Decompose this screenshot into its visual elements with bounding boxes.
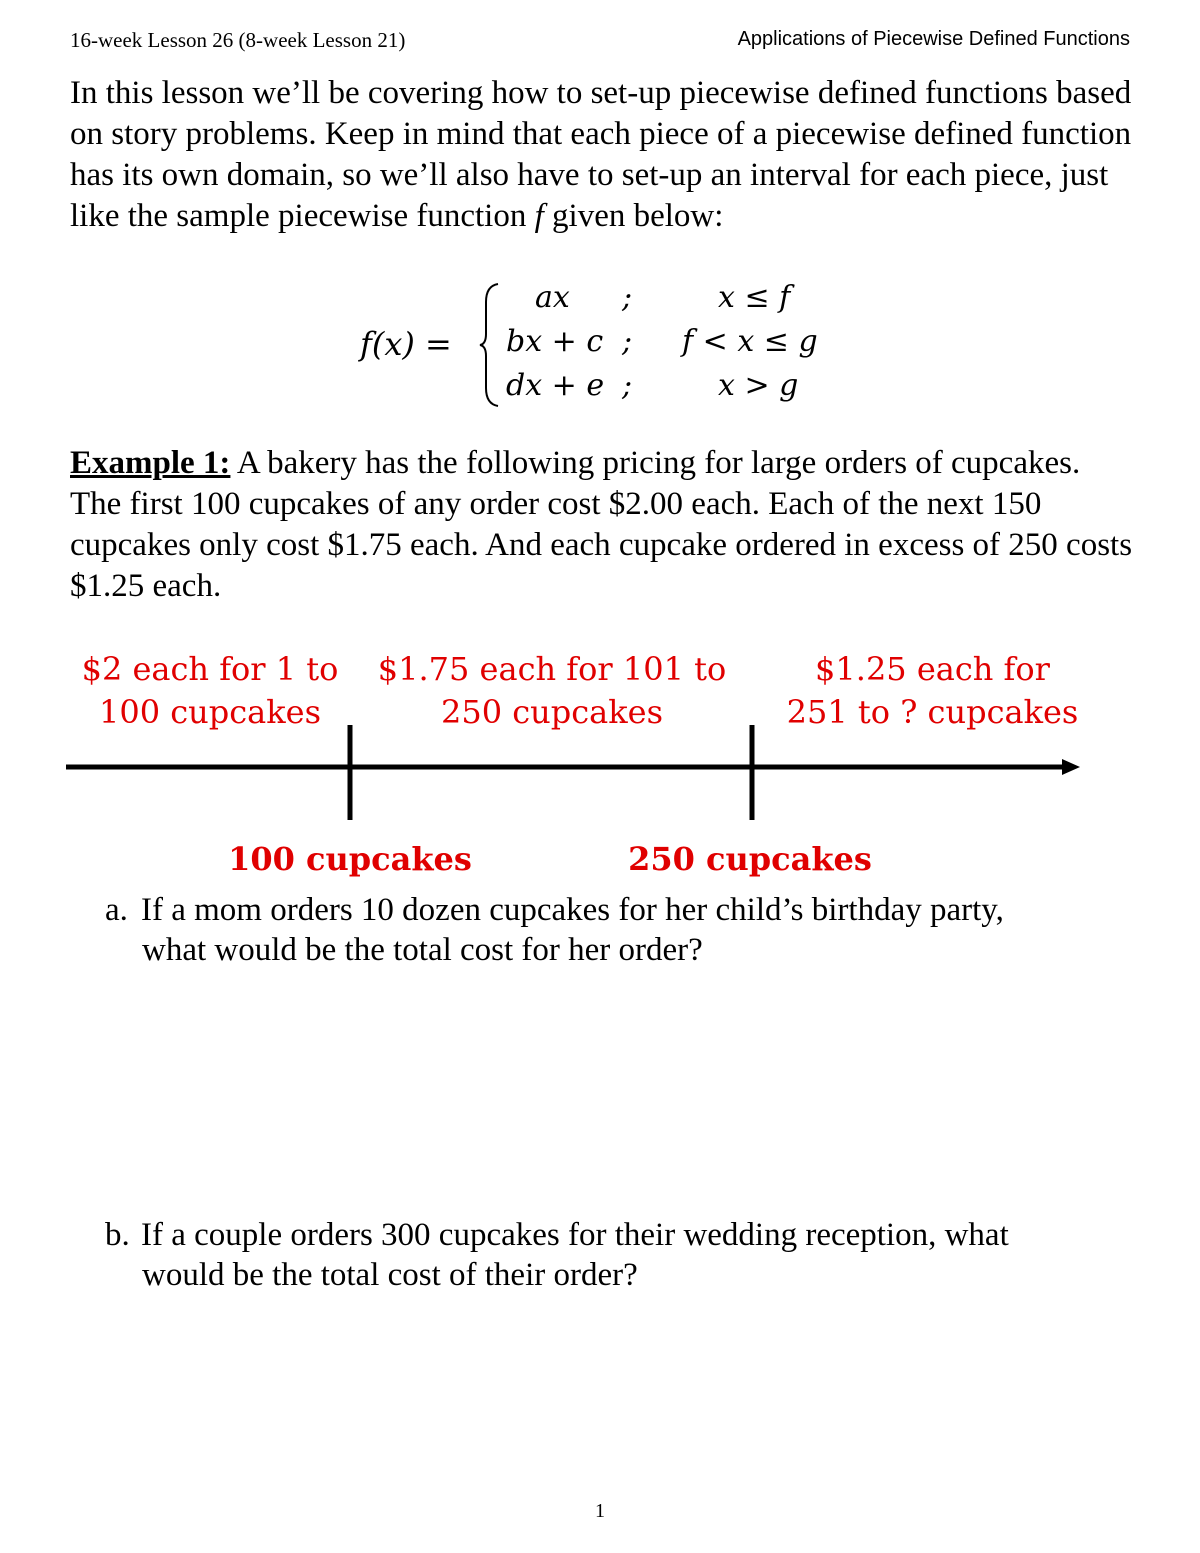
row3-sep: ; xyxy=(622,368,633,403)
arrowhead-icon xyxy=(1062,759,1080,775)
question-a xyxy=(105,890,1135,970)
question-a-line1: If a mom orders 10 dozen cupcakes for her child’s birthday party, xyxy=(141,892,1004,928)
row2-cond: f < x ≤ g xyxy=(682,324,818,359)
intro-paragraph xyxy=(70,73,1135,237)
question-b-line1: If a couple orders 300 cupcakes for their wedding reception, what xyxy=(141,1217,1009,1253)
segment-3-line1: $1.25 each for xyxy=(815,650,1050,688)
question-b-line2: would be the total cost of their order? xyxy=(142,1257,638,1293)
example-text: A bakery has the following pricing for large orders of cupcakes. The first 100 cupcakes of any order cost $2.00 each. Each of the next 150 cupcakes only cost $1.75 each. And each cupcake ordered in excess of 250 costs $1.25 each. xyxy=(70,445,1133,604)
row3-cond: x > g xyxy=(718,368,799,403)
row1-cond: x ≤ f xyxy=(718,280,791,315)
question-b-letter: b. xyxy=(105,1217,130,1253)
header-left: 16-week Lesson 26 (8-week Lesson 21) xyxy=(70,28,406,52)
number-line xyxy=(0,715,1200,825)
piecewise-formula xyxy=(360,280,880,410)
row2-expr: bx + c xyxy=(506,324,604,359)
row1-expr: ax xyxy=(535,280,570,315)
segment-2-line2: 250 cupcakes xyxy=(440,693,663,731)
example-paragraph xyxy=(70,443,1135,607)
formula-lhs: f(x) = xyxy=(360,325,452,363)
question-b xyxy=(105,1215,1135,1295)
segment-2-line1: $1.75 each for 101 to xyxy=(377,650,727,688)
left-brace-icon xyxy=(478,282,500,408)
segment-1-line1: $2 each for 1 to xyxy=(81,650,339,688)
header-right: Applications of Piecewise Defined Functions xyxy=(737,28,1130,50)
intro-text-end: given below: xyxy=(543,198,724,234)
segment-1-line2: 100 cupcakes xyxy=(98,693,321,731)
question-a-letter: a. xyxy=(105,892,128,928)
row3-expr: dx + e xyxy=(506,368,605,403)
tick-label-250: 250 cupcakes xyxy=(628,840,872,878)
tick-label-100: 100 cupcakes xyxy=(228,840,472,878)
intro-text: In this lesson we’ll be covering how to set-up piecewise defined functions based on story problems. Keep in mind that each piece of a piecewise defined function has its own domain, so we’ll also have to set-up an interval for each piece, just like the sample piecewise function xyxy=(70,75,1132,234)
row1-sep: ; xyxy=(622,280,633,315)
intro-f-symbol: f xyxy=(534,198,544,234)
segment-3-line2: 251 to ? cupcakes xyxy=(786,693,1079,731)
row2-sep: ; xyxy=(622,324,633,359)
question-a-line2: what would be the total cost for her order? xyxy=(142,932,703,968)
page-number: 1 xyxy=(595,1500,605,1522)
example-label: Example 1: xyxy=(70,445,231,481)
